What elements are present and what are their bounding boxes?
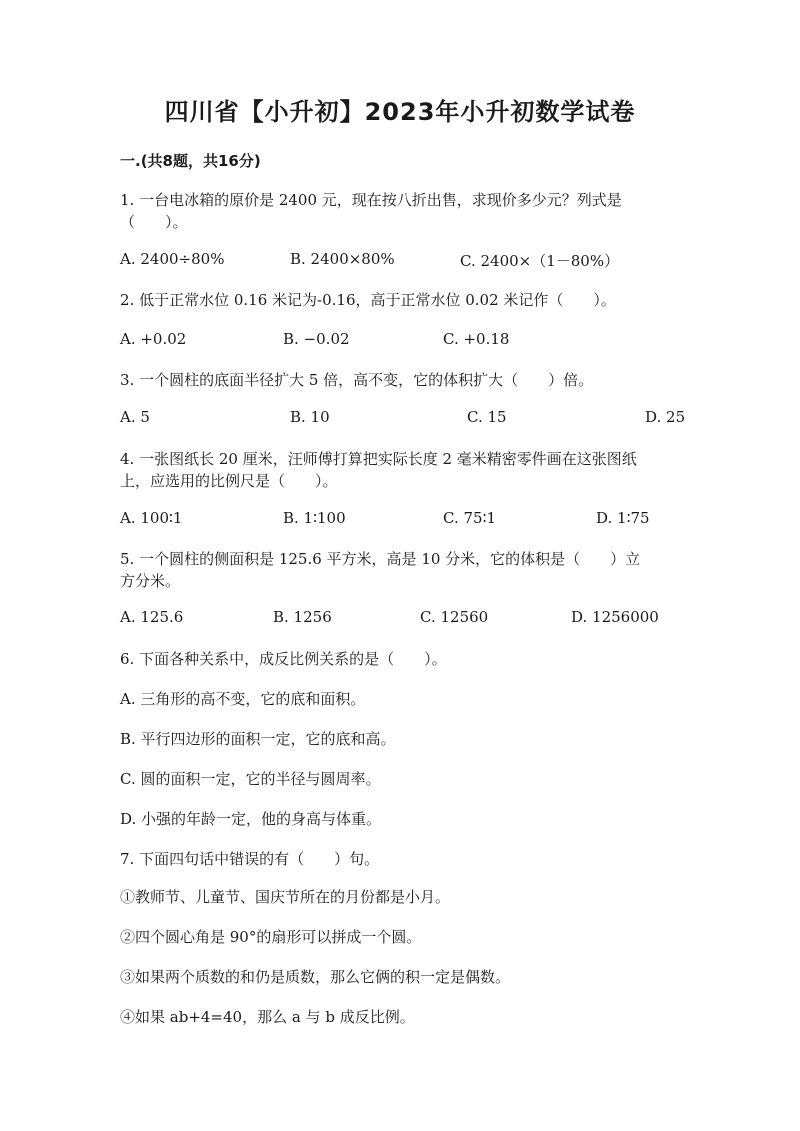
question-7-text: 7. 下面四句话中错误的有（ ）句。 xyxy=(120,850,380,868)
question-4-option-b: B. 1∶100 xyxy=(283,509,346,527)
question-2-option-b: B. −0.02 xyxy=(283,330,350,348)
question-1-text-line1: 1. 一台电冰箱的原价是 2400 元，现在按八折出售，求现价多少元？列式是 xyxy=(120,191,622,209)
question-7-item-4: ④如果 ab+4=40，那么 a 与 b 成反比例。 xyxy=(120,1008,415,1026)
question-7-item-1: ①教师节、儿童节、国庆节所在的月份都是小月。 xyxy=(120,888,451,906)
question-3-text: 3. 一个圆柱的底面半径扩大 5 倍，高不变，它的体积扩大（ ）倍。 xyxy=(120,371,594,389)
question-6-option-d: D. 小强的年龄一定，他的身高与体重。 xyxy=(120,810,382,828)
question-2-option-c: C. +0.18 xyxy=(443,330,510,348)
question-4-option-d: D. 1∶75 xyxy=(596,509,650,527)
question-6-option-a: A. 三角形的高不变，它的底和面积。 xyxy=(120,690,366,708)
question-6-option-c: C. 圆的面积一定，它的半径与圆周率。 xyxy=(120,770,381,788)
question-5-option-a: A. 125.6 xyxy=(120,608,184,626)
question-3-option-c: C. 15 xyxy=(467,408,507,426)
question-5-text-line1: 5. 一个圆柱的侧面积是 125.6 平方米，高是 10 分米，它的体积是（ ）立 xyxy=(120,550,641,568)
question-6-text: 6. 下面各种关系中，成反比例关系的是（ ）。 xyxy=(120,650,447,668)
question-4-text-line1: 4. 一张图纸长 20 厘米，汪师傅打算把实际长度 2 毫米精密零件画在这张图纸 xyxy=(120,450,637,468)
question-1-option-c: C. 2400×（1－80%） xyxy=(460,252,620,270)
question-7-item-3: ③如果两个质数的和仍是质数，那么它俩的积一定是偶数。 xyxy=(120,968,511,986)
question-1-option-a: A. 2400÷80% xyxy=(120,250,225,268)
section-heading: 一.(共8题，共16分) xyxy=(120,152,261,170)
question-5-option-d: D. 1256000 xyxy=(571,608,659,626)
question-2-option-a: A. +0.02 xyxy=(120,330,187,348)
question-3-option-b: B. 10 xyxy=(290,408,330,426)
question-4-option-c: C. 75∶1 xyxy=(443,509,497,527)
question-3-option-a: A. 5 xyxy=(120,408,150,426)
question-1-text-line2: （ ）。 xyxy=(120,213,188,231)
question-1-option-b: B. 2400×80% xyxy=(290,250,395,268)
question-4-option-a: A. 100∶1 xyxy=(120,509,183,527)
question-2-text: 2. 低于正常水位 0.16 米记为-0.16，高于正常水位 0.02 米记作（ ）。 xyxy=(120,291,616,309)
exam-title: 四川省【小升初】2023年小升初数学试卷 xyxy=(164,98,636,126)
question-6-option-b: B. 平行四边形的面积一定，它的底和高。 xyxy=(120,730,396,748)
question-7-item-2: ②四个圆心角是 90°的扇形可以拼成一个圆。 xyxy=(120,928,422,946)
question-5-option-b: B. 1256 xyxy=(273,608,332,626)
question-5-option-c: C. 12560 xyxy=(420,608,489,626)
question-4-text-line2: 上，应选用的比例尺是（ ）。 xyxy=(120,472,338,490)
question-3-option-d: D. 25 xyxy=(645,408,686,426)
question-5-text-line2: 方分米。 xyxy=(120,572,181,590)
